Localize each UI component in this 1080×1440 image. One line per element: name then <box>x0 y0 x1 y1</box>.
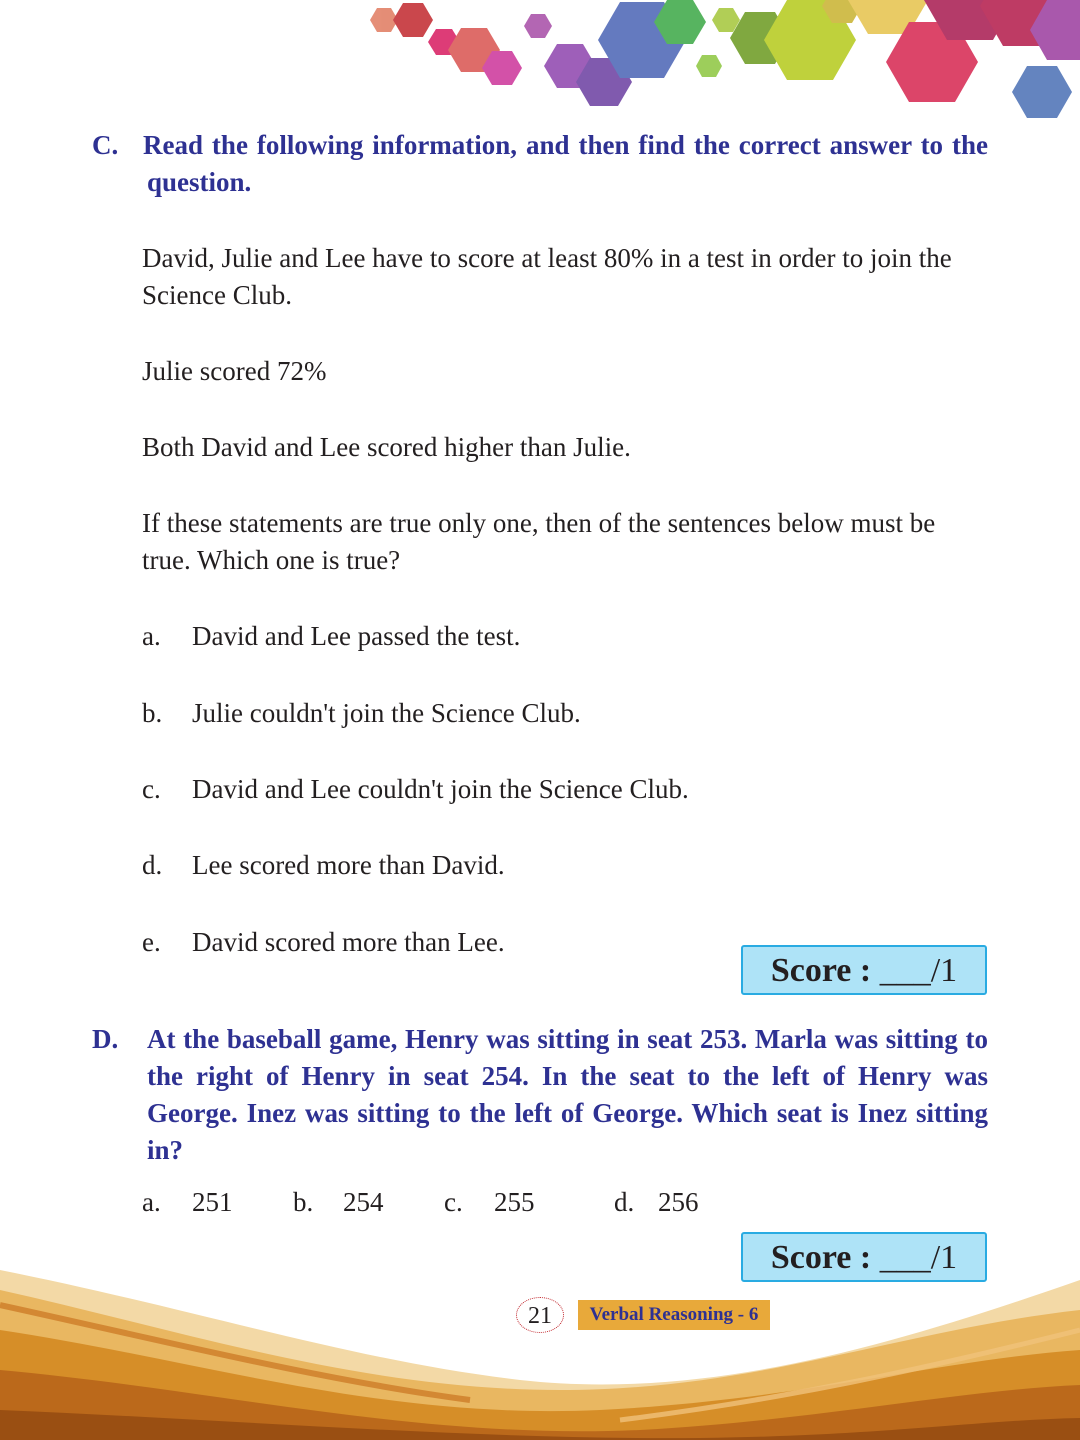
question-c-paragraph-4: If these statements are true only one, then of the sentences below must be true. Which one is true? <box>142 508 936 575</box>
option-text: Julie couldn't join the Science Club. <box>192 698 581 728</box>
option-text: 251 <box>192 1187 233 1217</box>
question-c-option-e[interactable] <box>142 924 505 961</box>
option-label: c. <box>444 1187 463 1217</box>
score-total: /1 <box>930 1239 958 1276</box>
option-label: a. <box>142 1187 161 1217</box>
page-number: 21 <box>516 1297 564 1333</box>
question-c-instruction: Read the following information, and then find the correct answer to the question. <box>143 130 988 197</box>
question-d-heading <box>92 1021 988 1169</box>
option-label: d. <box>614 1187 635 1217</box>
option-text: Lee scored more than David. <box>192 850 505 880</box>
question-d-letter: D. <box>92 1024 119 1054</box>
option-label: c. <box>142 774 161 804</box>
question-c-score-box[interactable] <box>741 945 987 995</box>
score-label: Score : <box>770 1239 872 1276</box>
score-label: Score : <box>770 952 872 989</box>
option-label: b. <box>293 1187 314 1217</box>
score-blank: ___ <box>879 952 931 989</box>
option-text: 255 <box>494 1187 535 1217</box>
score-blank: ___ <box>879 1239 931 1276</box>
question-c-option-c[interactable] <box>142 771 689 808</box>
footer-book-title: Verbal Reasoning - 6 <box>578 1300 770 1330</box>
option-text: David scored more than Lee. <box>192 927 505 957</box>
option-label: a. <box>142 621 161 651</box>
option-text: David and Lee couldn't join the Science Club. <box>192 774 689 804</box>
question-d-option-c[interactable] <box>444 1184 535 1221</box>
question-d-option-a[interactable] <box>142 1184 233 1221</box>
option-text: 256 <box>658 1187 699 1217</box>
question-c-letter: C. <box>92 130 119 160</box>
question-d-option-b[interactable] <box>293 1184 384 1221</box>
option-text: David and Lee passed the test. <box>192 621 521 651</box>
score-total: /1 <box>930 952 958 989</box>
option-text: 254 <box>343 1187 384 1217</box>
wave-decoration <box>0 1270 1080 1440</box>
option-label: e. <box>142 927 161 957</box>
question-c-paragraph-3: Both David and Lee scored higher than Julie. <box>142 432 631 462</box>
option-label: b. <box>142 698 163 728</box>
question-c-option-b[interactable] <box>142 695 581 732</box>
question-c-option-a[interactable] <box>142 618 520 655</box>
question-c-paragraph-1: David, Julie and Lee have to score at least 80% in a test in order to join the Science Club. <box>142 243 952 310</box>
question-c-heading <box>92 127 988 201</box>
question-c-option-d[interactable] <box>142 847 505 884</box>
question-d-option-d[interactable] <box>614 1184 699 1221</box>
hexagon-decoration <box>0 0 1080 130</box>
question-c-paragraph-2: Julie scored 72% <box>142 356 327 386</box>
option-label: d. <box>142 850 163 880</box>
question-d-text: At the baseball game, Henry was sitting in seat 253. Marla was sitting to the right of Henry in seat 254. In the seat to the left of Henry was George. Inez was sitting to the left of George. Which seat is Inez sitting in? <box>147 1024 988 1165</box>
